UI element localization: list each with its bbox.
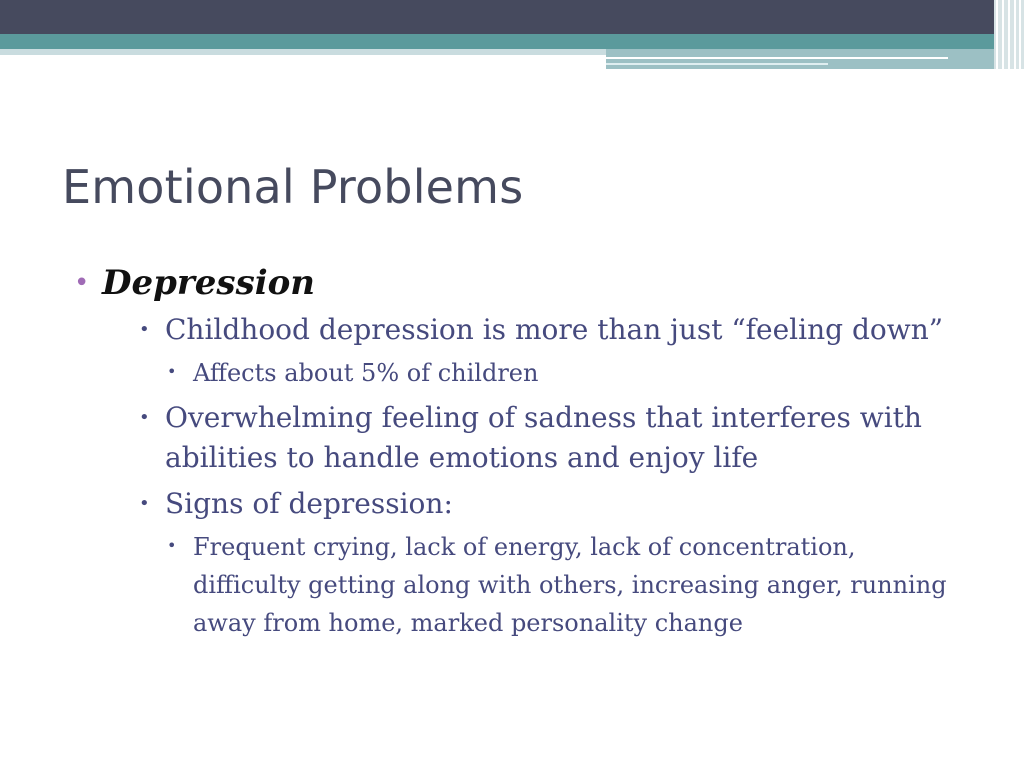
bullet-level-3 (167, 354, 953, 392)
header-vertical-stripes (994, 0, 1024, 69)
vertical-stripe (1019, 0, 1021, 69)
bullet-dot-icon: • (139, 407, 150, 428)
bullet-level-2 (139, 484, 965, 524)
bullet-text: Frequent crying, lack of energy, lack of concentration, difficulty getting along with others, increasing anger, running away from home, marked personality change (193, 533, 947, 637)
bullet-text: Childhood depression is more than just “feeling down” (165, 313, 944, 346)
bullet-dot-icon: • (139, 319, 150, 340)
bullet-dot-icon: • (139, 493, 150, 514)
bullet-text: Affects about 5% of children (193, 359, 539, 387)
bullet-level-2 (139, 398, 965, 478)
vertical-stripe (1002, 0, 1004, 69)
bullet-text: Depression (102, 263, 316, 303)
bullet-text: Overwhelming feeling of sadness that interferes with abilities to handle emotions and enjoy life (165, 401, 922, 474)
bullet-level-3 (167, 528, 953, 642)
bullet-level-2 (139, 310, 965, 350)
slide-body (72, 262, 972, 642)
bullet-dot-icon: • (167, 362, 177, 381)
vertical-stripe (996, 0, 998, 69)
header-stripe-line (606, 57, 948, 59)
bullet-dot-icon: • (74, 268, 90, 298)
header-band-dark (0, 0, 1024, 34)
header-band-accent (606, 49, 1024, 69)
slide-title: Emotional Problems (62, 160, 524, 214)
bullet-dot-icon: • (167, 536, 177, 555)
vertical-stripe (1008, 0, 1010, 69)
bullet-level-1 (72, 262, 972, 304)
header-band-teal (0, 34, 1024, 49)
header-stripe-line (606, 63, 828, 65)
vertical-stripe (1014, 0, 1016, 69)
bullet-text: Signs of depression: (165, 487, 453, 520)
